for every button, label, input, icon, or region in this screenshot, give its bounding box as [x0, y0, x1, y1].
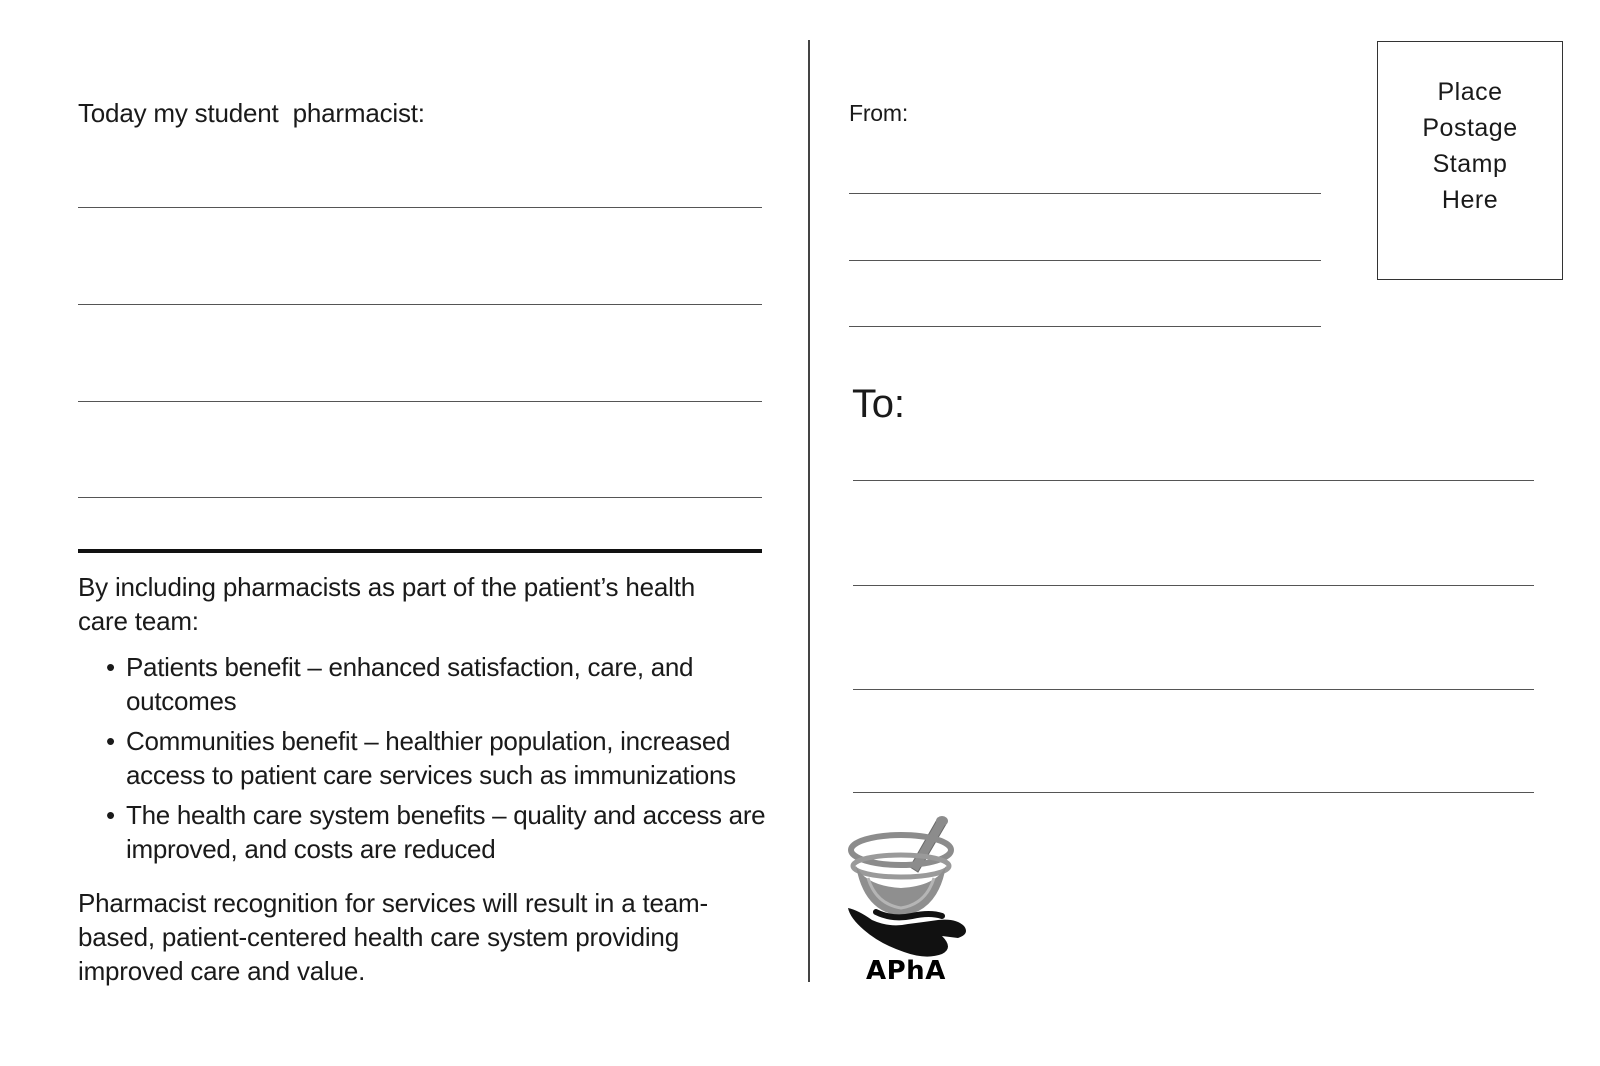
list-item: • The health care system benefits – quality and access are improved, and costs are reduced [106, 798, 766, 866]
list-item: • Communities benefit – healthier population, increased access to patient care services such as immunizations [106, 724, 766, 792]
to-line-1[interactable] [853, 480, 1534, 481]
closing-paragraph: Pharmacist recognition for services will result in a team-based, patient-centered health care system providing improved care and value. [78, 888, 708, 986]
from-label: From: [849, 100, 909, 126]
writing-line-1[interactable] [78, 207, 762, 208]
to-line-2[interactable] [853, 585, 1534, 586]
writing-line-4[interactable] [78, 497, 762, 498]
from-line-1[interactable] [849, 193, 1321, 194]
benefits-list [106, 650, 766, 872]
list-item: • Patients benefit – enhanced satisfaction, care, and outcomes [106, 650, 766, 718]
to-line-4[interactable] [853, 792, 1534, 793]
to-label: To: [852, 382, 905, 426]
apha-logo-text: APhA [866, 956, 946, 986]
writing-line-2[interactable] [78, 304, 762, 305]
writing-line-3[interactable] [78, 401, 762, 402]
postage-stamp-box [1377, 41, 1563, 280]
stamp-instruction: Place Postage Stamp Here [1422, 78, 1518, 214]
from-line-2[interactable] [849, 260, 1321, 261]
intro-paragraph: By including pharmacists as part of the patient’s health care team: [78, 572, 696, 636]
from-line-3[interactable] [849, 326, 1321, 327]
to-line-3[interactable] [853, 689, 1534, 690]
notes-heading: Today my student pharmacist: [78, 98, 425, 128]
section-separator [78, 549, 762, 553]
card-divider [808, 40, 810, 982]
